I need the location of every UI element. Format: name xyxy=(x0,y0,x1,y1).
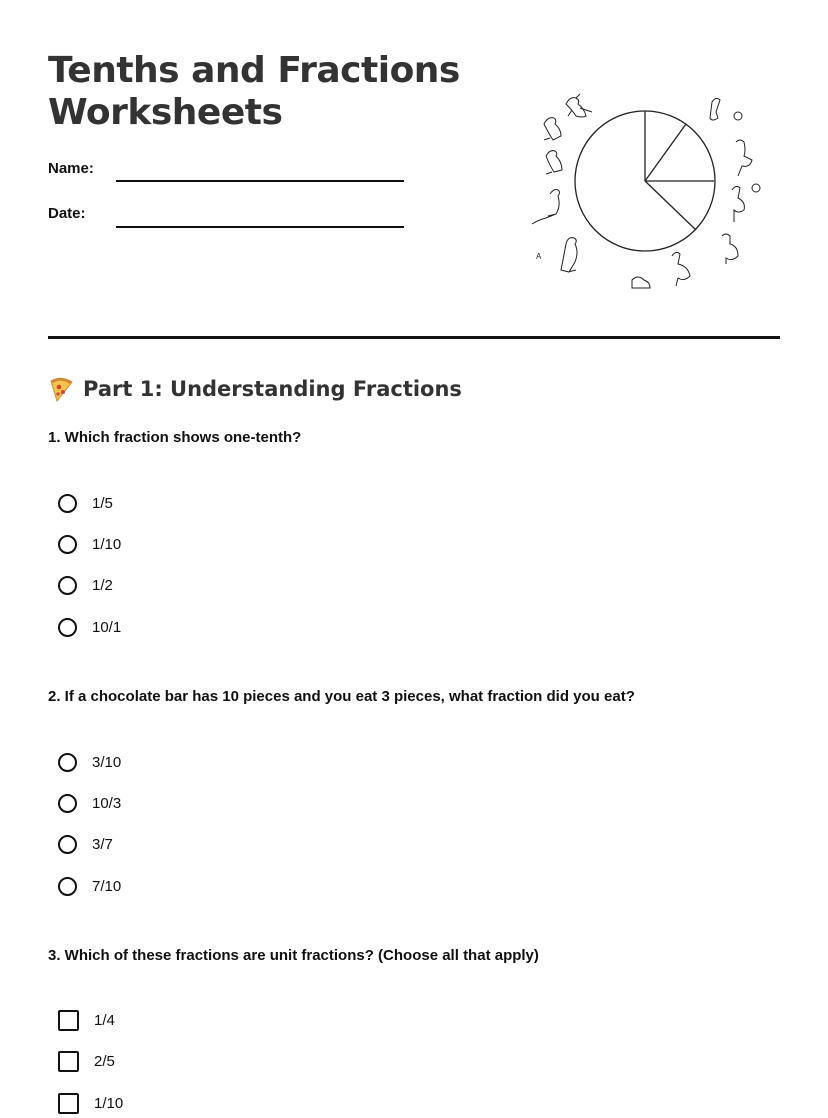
radio-button[interactable] xyxy=(58,877,77,896)
worksheet-title xyxy=(48,50,460,134)
pizza-slice-icon xyxy=(48,376,74,402)
checkbox[interactable] xyxy=(58,1051,79,1072)
option-label: 1/10 xyxy=(94,1094,124,1112)
option-label: 3/10 xyxy=(92,753,122,771)
question-1-option-3[interactable] xyxy=(58,573,113,597)
option-label: 1/5 xyxy=(92,494,113,512)
radio-button[interactable] xyxy=(58,794,77,813)
question-2-option-4[interactable] xyxy=(58,874,121,898)
question-1-option-1[interactable] xyxy=(58,491,113,515)
option-label: 10/3 xyxy=(92,794,122,812)
date-label: Date: xyxy=(48,205,86,222)
option-label: 7/10 xyxy=(92,877,122,895)
part-1-heading xyxy=(48,374,462,404)
section-divider xyxy=(48,336,780,339)
question-3-text: 3. Which of these fractions are unit fractions? (Choose all that apply) xyxy=(48,947,539,964)
radio-button[interactable] xyxy=(58,753,77,772)
title-line-1: Tenths and Fractions xyxy=(48,50,460,91)
option-label: 1/2 xyxy=(92,576,113,594)
name-field[interactable] xyxy=(116,180,404,182)
question-3-option-2[interactable] xyxy=(58,1049,115,1073)
question-1-text: 1. Which fraction shows one-tenth? xyxy=(48,429,302,446)
question-2-option-3[interactable] xyxy=(58,832,113,856)
checkbox[interactable] xyxy=(58,1093,79,1114)
checkbox[interactable] xyxy=(58,1010,79,1031)
radio-button[interactable] xyxy=(58,835,77,854)
radio-button[interactable] xyxy=(58,535,77,554)
question-2-option-1[interactable] xyxy=(58,750,121,774)
option-label: 1/4 xyxy=(94,1011,115,1029)
date-field[interactable] xyxy=(116,226,404,228)
question-1-option-2[interactable] xyxy=(58,532,121,556)
question-3-option-1[interactable] xyxy=(58,1008,115,1032)
radio-button[interactable] xyxy=(58,576,77,595)
title-line-2: Worksheets xyxy=(48,92,283,133)
name-label: Name: xyxy=(48,160,94,177)
radio-button[interactable] xyxy=(58,618,77,637)
option-label: 10/1 xyxy=(92,618,122,636)
radio-button[interactable] xyxy=(58,494,77,513)
option-label: 1/10 xyxy=(92,535,122,553)
option-label: 2/5 xyxy=(94,1052,115,1070)
illustration-label-a: A xyxy=(536,252,542,261)
fraction-pie-with-animals-icon xyxy=(520,84,768,298)
question-1-option-4[interactable] xyxy=(58,615,121,639)
option-label: 3/7 xyxy=(92,835,113,853)
question-2-text: 2. If a chocolate bar has 10 pieces and you eat 3 pieces, what fraction did you eat? xyxy=(48,688,635,705)
part-1-title: Part 1: Understanding Fractions xyxy=(83,377,462,401)
question-3-option-3[interactable] xyxy=(58,1091,123,1115)
question-2-option-2[interactable] xyxy=(58,791,121,815)
